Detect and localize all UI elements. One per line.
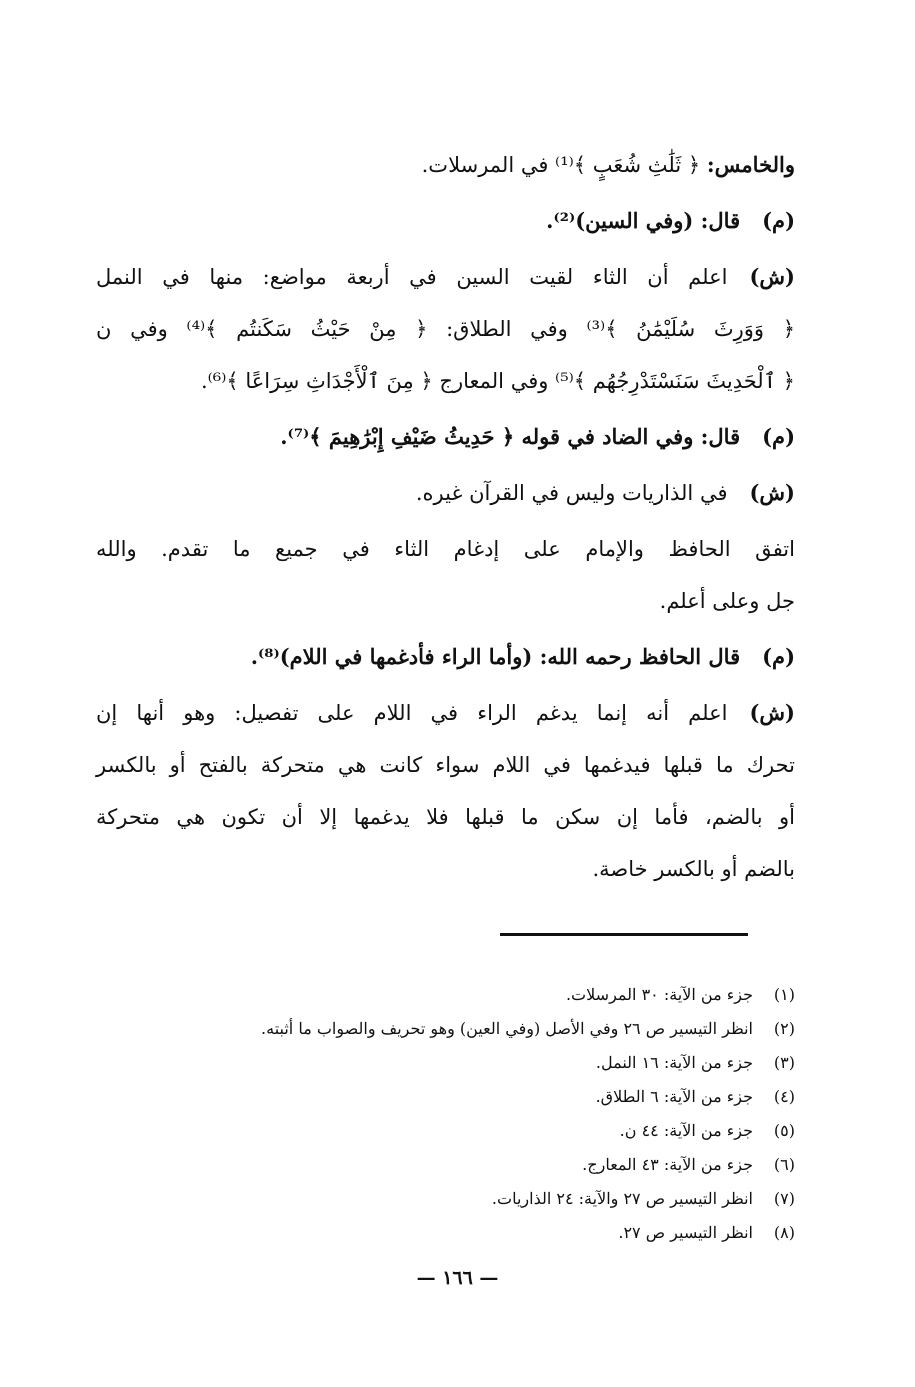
footnote-item (90, 1189, 795, 1209)
paragraph-line: ﴿ ٱلْحَدِيثَ سَنَسْتَدْرِجُهُم ﴾⁽⁵⁾ وفي المعارج ﴿ مِنَ ٱلْأَجْدَاثِ سِرَاعًا ﴾⁽⁶⁾. (200, 369, 795, 393)
sharh-marker: (ش) (749, 264, 795, 289)
footnote-item (90, 1019, 795, 1039)
paragraph-text: قال الحافظ رحمه الله: (وأما الراء فأدغمها في اللام)⁽⁸⁾. (250, 644, 741, 669)
footnote-item (90, 1087, 795, 1107)
paragraph-sharh-2 (96, 478, 795, 508)
paragraph-text: قال: وفي الضاد في قوله ﴿ حَدِيثُ ضَيْفِ إِبْرَٰهِيمَ ﴾⁽⁷⁾. (280, 424, 741, 449)
footnote-text: جزء من الآية: ٦ الطلاق. (595, 1087, 753, 1106)
paragraph-sharh-1 (96, 262, 795, 396)
footnote-number: (٥) (773, 1121, 795, 1140)
footnote-text: انظر التيسير ص ٢٧. (618, 1223, 753, 1242)
paragraph-agreement (96, 534, 795, 616)
paragraph-line: أو بالضم، فأما إن سكن ما قبلها فلا يدغمها إلا أن تكون هي متحركة (96, 805, 795, 829)
paragraph-sharh-3 (96, 698, 795, 884)
footnote-item (90, 1155, 795, 1175)
paragraph-line: اعلم أنه إنما يدغم الراء في اللام على تفصيل: وهو أنها إن (96, 701, 728, 725)
footnote-item (90, 1223, 795, 1243)
sharh-marker: (ش) (749, 700, 795, 725)
footnote-text: جزء من الآية: ٤٣ المعارج. (582, 1155, 753, 1174)
sharh-marker: (ش) (749, 480, 795, 505)
footnote-number: (٦) (773, 1155, 795, 1174)
footnote-number: (١) (773, 985, 795, 1004)
footnote-divider (500, 933, 748, 936)
matn-marker: (م) (762, 424, 795, 449)
paragraph-line: جل وعلى أعلم. (659, 589, 795, 613)
footnote-text: انظر التيسير ص ٢٧ والآية: ٢٤ الذاريات. (491, 1189, 753, 1208)
footnote-number: (٧) (773, 1189, 795, 1208)
paragraph-fifth (96, 150, 795, 180)
footnote-number: (٣) (773, 1053, 795, 1072)
footnote-text: جزء من الآية: ٤٤ ن. (619, 1121, 753, 1140)
paragraph-line: اتفق الحافظ والإمام على إدغام الثاء في جميع ما تقدم. والله (96, 537, 795, 561)
footnote-number: (٨) (773, 1223, 795, 1242)
paragraph-matn-1 (96, 206, 795, 236)
footnote-item (90, 985, 795, 1005)
footnote-item (90, 1121, 795, 1141)
paragraph-line: ﴿ وَوَرِثَ سُلَيْمَٰنُ ﴾⁽³⁾ وفي الطلاق: ﴿ مِنْ حَيْثُ سَكَنتُم ﴾⁽⁴⁾ وفي ن (96, 317, 795, 341)
paragraph-line: بالضم أو بالكسر خاصة. (592, 857, 795, 881)
paragraph-label: والخامس: (706, 152, 795, 177)
paragraph-line: اعلم أن الثاء لقيت السين في أربعة مواضع: منها في النمل (96, 265, 728, 289)
paragraph-text: في الذاريات وليس في القرآن غيره. (415, 481, 728, 505)
footnote-number: (٢) (773, 1019, 795, 1038)
page-number: — ١٦٦ — (416, 1267, 499, 1289)
footnote-number: (٤) (773, 1087, 795, 1106)
footnotes (90, 985, 795, 1257)
footnote-text: انظر التيسير ص ٢٦ وفي الأصل (وفي العين) وهو تحريف والصواب ما أثبته. (261, 1019, 753, 1038)
main-text (96, 150, 795, 910)
footnote-text: جزء من الآية: ١٦ النمل. (595, 1053, 753, 1072)
footnote-text: جزء من الآية: ٣٠ المرسلات. (565, 985, 753, 1004)
paragraph-text: قال: (وفي السين)⁽²⁾. (546, 208, 741, 233)
paragraph-matn-2 (96, 422, 795, 452)
paragraph-text: ﴿ ثَلَٰثِ شُعَبٍ ﴾⁽¹⁾ في المرسلات. (421, 153, 701, 177)
matn-marker: (م) (762, 208, 795, 233)
paragraph-matn-3 (96, 642, 795, 672)
matn-marker: (م) (762, 644, 795, 669)
footnote-item (90, 1053, 795, 1073)
paragraph-line: تحرك ما قبلها فيدغمها في اللام سواء كانت هي متحركة بالفتح أو بالكسر (96, 753, 795, 777)
